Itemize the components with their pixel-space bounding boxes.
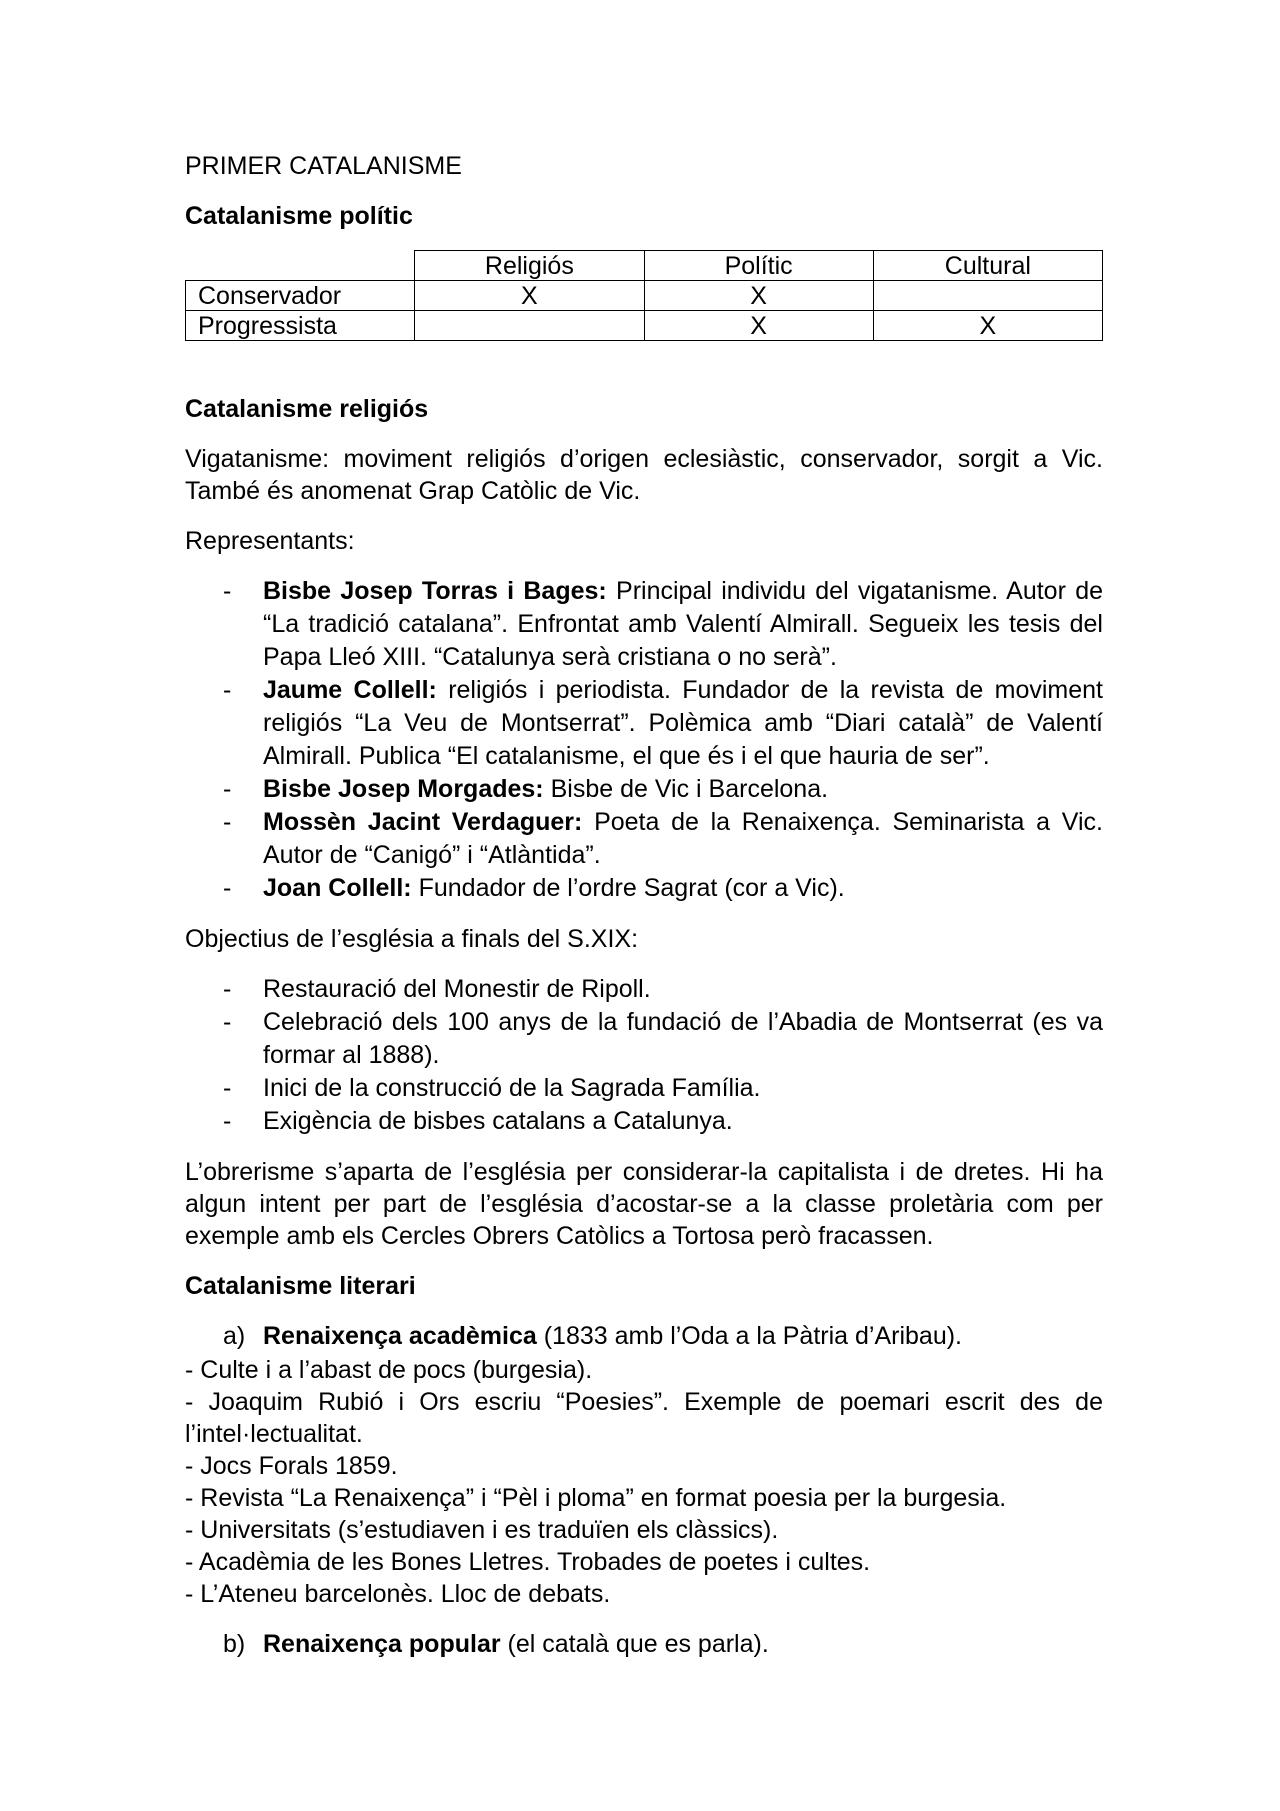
representant-text: Poeta de la Renaixença. Seminarista a Vic. Autor de “Canigó” i “Atlàntida”. [263, 808, 1103, 869]
table-cell: X [873, 311, 1102, 341]
list-marker: a) [223, 1322, 246, 1350]
vigatanisme-paragraph: Vigatanisme: moviment religiós d’origen eclesiàstic, conservador, sorgit a Vic. També és anomenat Grap Catòlic de Vic. [185, 445, 1103, 505]
representant-text: Fundador de l’ordre Sagrat (cor a Vic). [411, 874, 845, 902]
politic-table [185, 250, 1103, 341]
list-item: - Exigència de bisbes catalans a Catalunya. [185, 1105, 1103, 1138]
renaixenca-popular-title: Renaixença popular [263, 1630, 501, 1658]
renaixenca-academica-title: Renaixença acadèmica [263, 1322, 537, 1350]
list-item [185, 773, 1103, 806]
heading-catalanisme-politic: Catalanisme polític [185, 202, 413, 230]
objectius-list [185, 973, 1103, 1138]
representant-text: Bisbe de Vic i Barcelona. [543, 775, 829, 803]
representant-text: religiós i periodista. Fundador de la revista de moviment religiós “La Veu de Montserrat”. Polèmica amb “Diari català” de Valentí Almirall. Publica “El catalanisme, el que és i el que hauria de ser”. [263, 676, 1103, 770]
representant-name: Joan Collell: [263, 874, 412, 902]
list-item [185, 575, 1103, 674]
row-label: Progressista [186, 311, 415, 341]
representants-list [185, 575, 1103, 905]
renaixenca-academica-note: (1833 amb l’Oda a la Pàtria d’Aribau). [536, 1322, 963, 1350]
objectius-label: Objectius de l’església a finals del S.XIX: [185, 925, 639, 953]
table-cell [415, 311, 644, 341]
column-header: Cultural [873, 251, 1102, 281]
obrerisme-paragraph: L’obrerisme s’aparta de l’església per considerar-la capitalista i de dretes. Hi ha algun intent per part de l’església d’acostar-se a la classe proletària com per exemple amb els Cercles Obrers Catòlics a Tortosa però fracassen. [185, 1158, 1103, 1250]
table-row [186, 311, 1103, 341]
list-item: - Joaquim Rubió i Ors escriu “Poesies”. Exemple de poemari escrit des de l’intel·lectualitat. [185, 1388, 1103, 1448]
table-cell: X [644, 311, 873, 341]
list-item: - Inici de la construcció de la Sagrada Família. [185, 1072, 1103, 1105]
document-title: PRIMER CATALANISME [185, 152, 462, 180]
renaixenca-popular-item [185, 1628, 1103, 1660]
list-item: - Jocs Forals 1859. [185, 1452, 398, 1480]
representant-name: Mossèn Jacint Verdaguer: [263, 808, 583, 836]
table-cell [873, 281, 1102, 311]
representant-name: Bisbe Josep Torras i Bages: [263, 577, 607, 605]
table-row [186, 281, 1103, 311]
list-item: - Acadèmia de les Bones Lletres. Trobades de poetes i cultes. [185, 1548, 871, 1576]
renaixenca-academica-item [185, 1320, 1103, 1352]
renaixenca-academica-details [185, 1354, 1103, 1610]
row-label: Conservador [186, 281, 415, 311]
list-item: - Celebració dels 100 anys de la fundació de l’Abadia de Montserrat (es va formar al 1888). [185, 1006, 1103, 1072]
column-header: Religiós [415, 251, 644, 281]
table-cell: X [415, 281, 644, 311]
list-item: - L’Ateneu barcelonès. Lloc de debats. [185, 1580, 611, 1608]
list-item: - Revista “La Renaixença” i “Pèl i ploma” en format poesia per la burgesia. [185, 1484, 1007, 1512]
table-header-row [186, 251, 1103, 281]
list-marker: b) [223, 1630, 246, 1658]
representant-name: Jaume Collell: [263, 676, 437, 704]
heading-catalanisme-religios: Catalanisme religiós [185, 395, 429, 423]
representant-name: Bisbe Josep Morgades: [263, 775, 544, 803]
list-item: - Restauració del Monestir de Ripoll. [185, 973, 1103, 1006]
column-header: Polític [644, 251, 873, 281]
document-page [185, 150, 1103, 1660]
list-item [185, 872, 1103, 905]
list-item: - Culte i a l’abast de pocs (burgesia). [185, 1356, 593, 1384]
table-cell: X [644, 281, 873, 311]
list-item [185, 806, 1103, 872]
heading-catalanisme-literari: Catalanisme literari [185, 1272, 416, 1300]
representant-text: Principal individu del vigatanisme. Autor de “La tradició catalana”. Enfrontat amb Valentí Almirall. Segueix les tesis del Papa Lleó XIII. “Catalunya serà cristiana o no serà”. [263, 577, 1104, 671]
table-corner-cell [186, 251, 415, 281]
renaixenca-popular-note: (el català que es parla). [500, 1630, 769, 1658]
list-item [185, 674, 1103, 773]
representants-label: Representants: [185, 527, 355, 555]
list-item: - Universitats (s’estudiaven i es traduïen els clàssics). [185, 1516, 779, 1544]
